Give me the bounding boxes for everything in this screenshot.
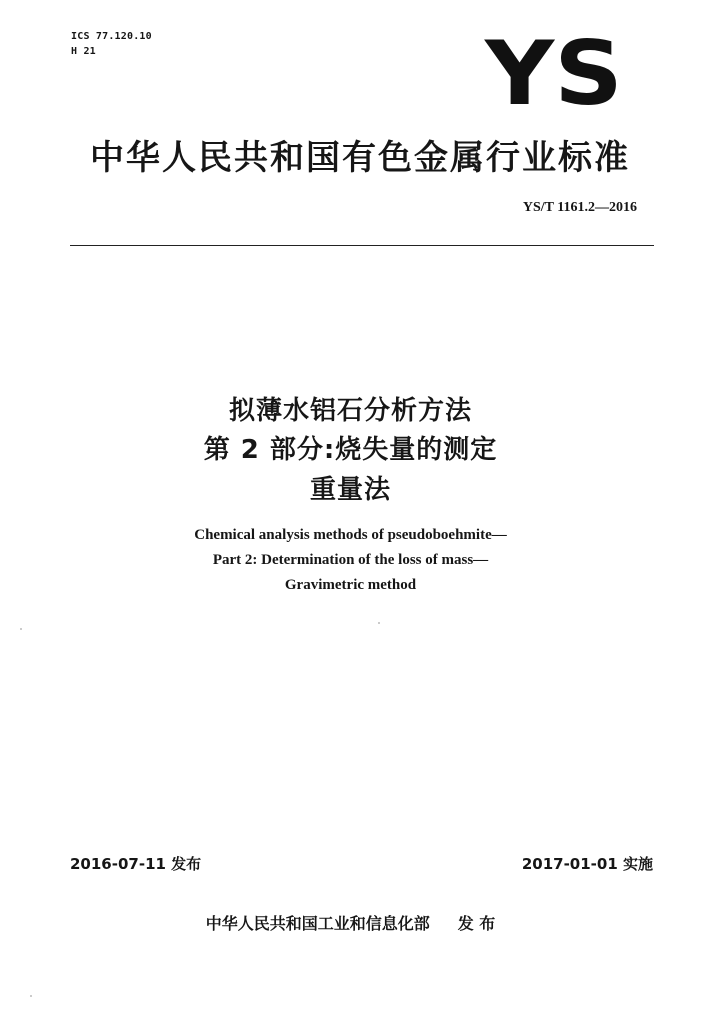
english-title-line-1: Chemical analysis methods of pseudoboehmite— [194,527,507,543]
ccs-code: H 21 [71,46,96,57]
publisher-line [0,911,701,934]
scan-speck [378,622,380,624]
english-title-line-2: Part 2: Determination of the loss of mass— [212,552,489,568]
issue-date: 2016-07-11 发布 [70,855,202,873]
standard-number: YS/T 1161.2—2016 [522,200,637,215]
scan-speck [30,995,32,997]
industry-standard-title: 中华人民共和国有色金属行业标准 [90,138,630,178]
scan-speck [20,628,22,630]
chinese-title-line-3: 重量法 [309,475,391,505]
chinese-title-line-1: 拟薄水铝石分析方法 [228,396,472,426]
english-title-line-3: Gravimetric method [284,577,417,593]
ics-code: ICS 77.120.10 [71,31,152,42]
chinese-title-line-2: 第 2 部分:烧失量的测定 [203,435,498,465]
publisher-name: 中华人民共和国工业和信息化部 [205,914,430,933]
publish-action: 发 布 [457,914,496,933]
implementation-date: 2017-01-01 实施 [521,855,653,873]
ys-logo-text: YS [484,34,623,108]
header-divider [70,245,654,246]
ys-logo [484,34,624,108]
